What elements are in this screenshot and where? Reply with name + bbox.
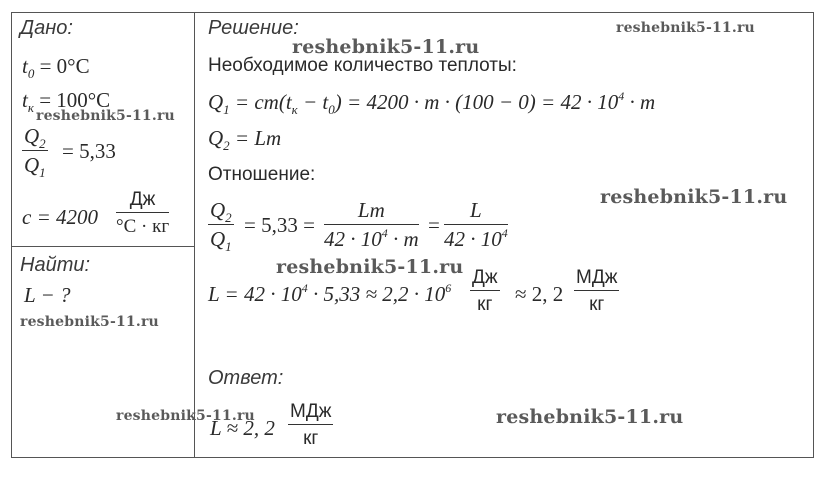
find-item: L − ?	[24, 283, 71, 307]
solution-L-approx: ≈ 2, 2	[515, 282, 564, 306]
watermark: reshebnik5-11.ru	[292, 36, 480, 58]
solution-ratio-eq2: =	[428, 213, 440, 237]
solution-ratio-fraction: $\frac{Q_2}{Q_1}$	[210, 198, 232, 254]
answer-unit: МДж кг	[290, 401, 332, 449]
given-c-lhs: c = 4200	[22, 205, 98, 229]
solution-q1-equation: $Q_1 = cm(t_к - t_0) = 4200 \cdot m \cdot (100 - 0) = 42 \cdot 10^4 \cdot m$	[208, 89, 656, 117]
solution-L-unit-megajoule: МДж кг	[576, 267, 618, 315]
watermark: reshebnik5-11.ru	[116, 408, 255, 424]
solution-L-equation: $L = 42 \cdot 10^4 \cdot 5,33 \approx 2,2 \cdot 10^6$	[208, 281, 452, 306]
find-heading: Найти:	[20, 254, 91, 276]
given-heading: Дано:	[20, 17, 73, 39]
given-find-divider	[11, 246, 195, 247]
watermark: reshebnik5-11.ru	[496, 406, 684, 428]
column-divider	[194, 12, 195, 458]
given-ratio-value: = 5,33	[62, 139, 116, 163]
given-c-unit: Дж °С · кг	[116, 189, 170, 237]
watermark: reshebnik5-11.ru	[276, 256, 464, 278]
given-t0: $t_0 = 0^\circ C$	[22, 54, 90, 81]
solution-ratio-fraction-l: $\frac{L}{42 \cdot 10^4}$	[444, 198, 508, 251]
watermark: reshebnik5-11.ru	[600, 186, 788, 208]
given-tk: $t_к = 100^\circ C$	[22, 88, 111, 115]
given-ratio-fraction: $\frac{Q_2}{Q_1}$	[24, 124, 46, 180]
solution-heat-intro: Необходимое количество теплоты:	[208, 55, 517, 76]
solution-ratio-eq1: = 5,33 =	[244, 213, 315, 237]
watermark: reshebnik5-11.ru	[20, 314, 159, 330]
watermark: reshebnik5-11.ru	[616, 20, 755, 36]
solution-q2-equation: $Q_2 = Lm$	[208, 126, 282, 153]
answer-heading: Ответ:	[208, 367, 284, 389]
solution-heading: Решение:	[208, 17, 299, 39]
answer-value: L ≈ 2, 2	[210, 416, 275, 440]
solution-ratio-fraction-lm: $\frac{Lm}{42 \cdot 10^4 \cdot m}$	[324, 198, 419, 251]
solution-L-unit-joule: Дж кг	[472, 267, 498, 315]
solution-ratio-heading: Отношение:	[208, 164, 316, 185]
watermark: reshebnik5-11.ru	[36, 108, 175, 124]
